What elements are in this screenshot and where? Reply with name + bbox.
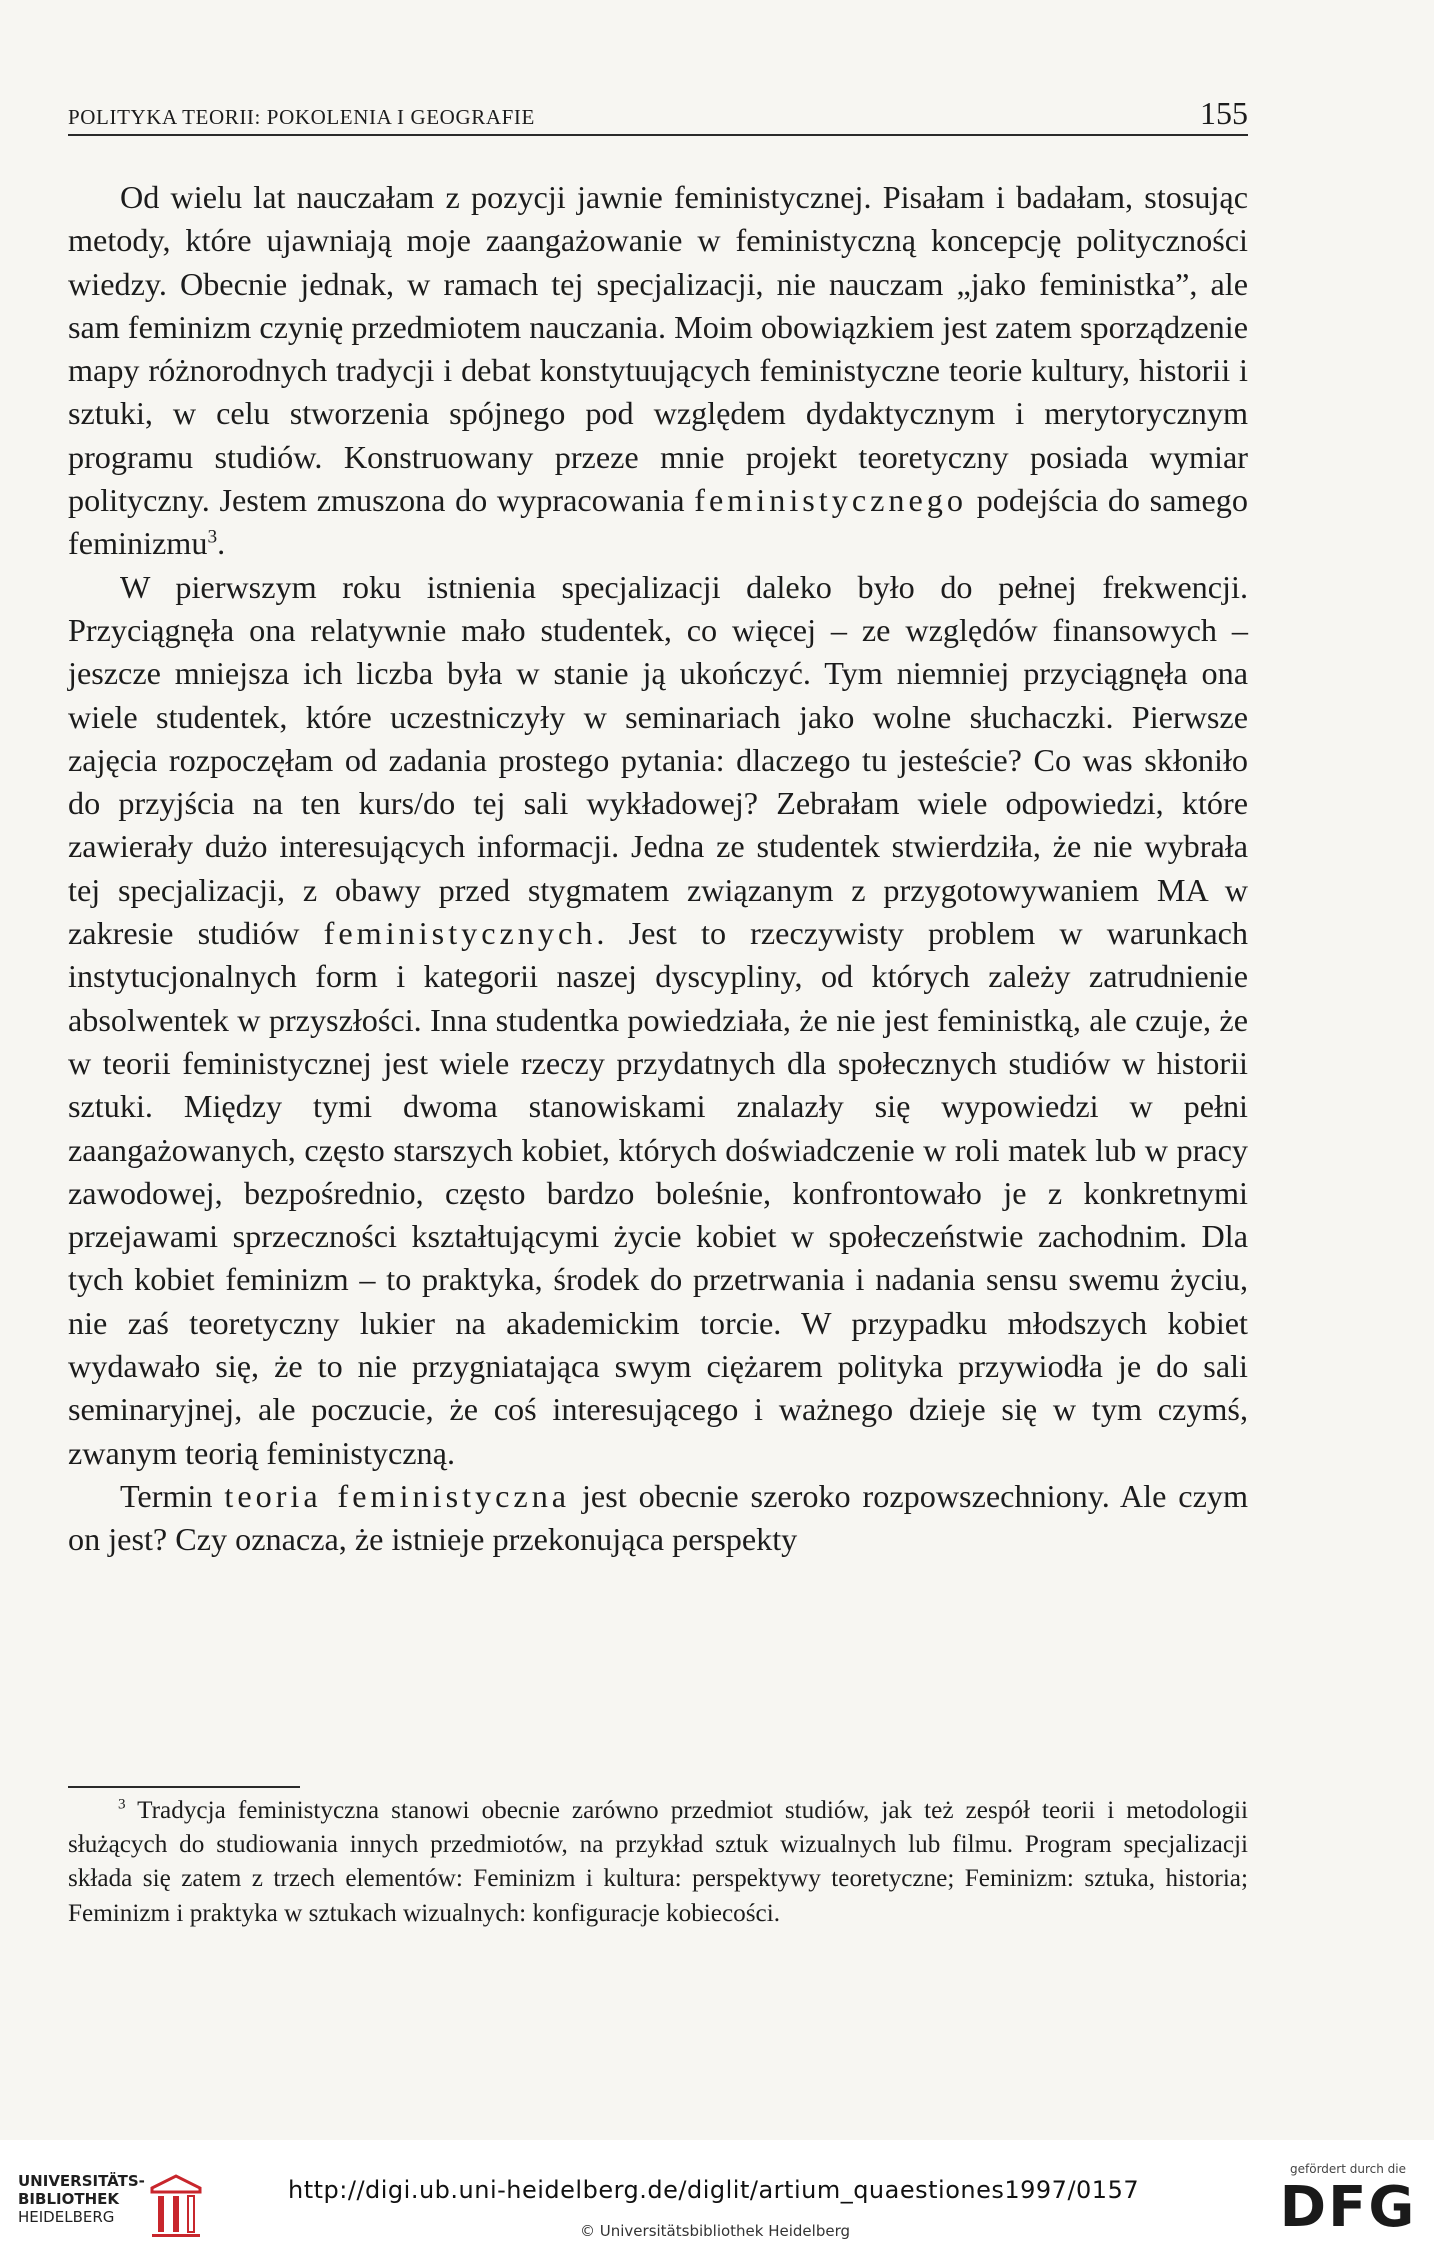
paragraph-1	[68, 176, 1248, 566]
permalink-url[interactable]: http://digi.ub.uni-heidelberg.de/diglit/artium_quaestiones1997/0157	[288, 2176, 1140, 2204]
paragraph-3	[68, 1475, 1248, 1562]
text-run: jest obecnie szeroko rozpowszechniony. Ale czym on jest? Czy oznacza, że istnieje przekonująca perspekty	[68, 1477, 1248, 1558]
text-run: Od wielu lat nauczałam z pozycji jawnie feministycznej. Pisałam i badałam, stosując metody, które ujawniają moje zaangażowanie w feministyczną koncepcję polityczności wiedzy. Obecnie jednak, w ramach tej specjalizacji, nie nauczam „jako feministka”, ale sam feminizm czynię przedmiotem nauczania. Moim obowiązkiem jest zatem sporządzenie mapy różnorodnych tradycji i debat konstytuujących feministyczne teorie kultury, historii i sztuki, w celu stworzenia spójnego pod względem dydaktycznym i merytorycznym programu studiów. Konstruowany przeze mnie projekt teoretyczny posiada wymiar polityczny. Jestem zmuszona do wypracowania	[68, 179, 1248, 519]
emphasis-spaced: feministycznych	[323, 915, 597, 952]
library-logo-icon	[146, 2170, 206, 2240]
footnote	[68, 1794, 1248, 1931]
body-text	[68, 176, 1248, 1562]
footnote-reference: 3	[207, 526, 218, 548]
paragraph-2	[68, 566, 1248, 1475]
text-run: . Jest to rzeczywisty problem w warunkach instytucjonalnych form i kategorii naszej dyscypliny, od których zależy zatrudnienie absolwentek w przyszłości. Inna studentka powiedziała, że nie jest feministką, ale czuje, że w teorii feministycznej jest wiele rzeczy przydatnych dla społecznych studiów w historii sztuki. Między tymi dwoma stanowiskami znalazły się wypowiedzi w pełni zaangażowanych, często starszych kobiet, których doświadczenie w roli matek lub w pracy zawodowej, bezpośrednio, często bardzo boleśnie, konfrontowało je z konkretnymi przejawami sprzeczności kształtującymi życie kobiet w społeczeństwie zachodnim. Dla tych kobiet feminizm – to praktyka, środek do przetrwania i nadania sensu swemu życiu, nie zaś teoretyczny lukier na akademickim torcie. W przypadku młodszych kobiet wydawało się, że to nie przygniatająca swym ciężarem polityka przywiodła je do sali seminaryjnej, ale poczucie, że coś interesującego i ważnego dzieje się w tym czymś, zwanym teorią feministyczną.	[68, 915, 1249, 1471]
running-header	[68, 90, 1248, 136]
emphasis-spaced: feministycznego	[694, 482, 967, 519]
text-run: .	[217, 525, 226, 562]
footnote-separator	[68, 1786, 300, 1788]
text-run: Termin	[120, 1477, 225, 1514]
funder-caption: gefördert durch die	[1290, 2162, 1406, 2176]
library-name: UNIVERSITÄTS- BIBLIOTHEK HEIDELBERG	[18, 2172, 145, 2226]
dfg-logo: DFG	[1279, 2175, 1417, 2240]
text-run: podejścia do samego feminizmu	[68, 482, 1248, 562]
emphasis-spaced: teoria feministyczna	[224, 1477, 571, 1514]
footnote-marker: 3	[118, 1796, 126, 1813]
page-number: 155	[1200, 95, 1248, 131]
copyright-notice: © Universitätsbibliothek Heidelberg	[580, 2222, 851, 2240]
footnote-text: Tradycja feministyczna stanowi obecnie zarówno przedmiot studiów, jak też zespół teorii i metodologii służących do studiowania innych przedmiotów, na przykład sztuk wizualnych lub filmu. Program specjalizacji składa się zatem z trzech elementów: Feminizm i kultura: perspektywy teoretyczne; Feminizm: sztuka, historia; Feminizm i praktyka w sztukach wizualnych: konfiguracje kobiecości.	[68, 1797, 1248, 1927]
digitization-footer	[0, 2140, 1434, 2259]
running-title: POLITYKA TEORII: POKOLENIA I GEOGRAFIE	[68, 105, 535, 129]
library-logo[interactable]	[18, 2170, 208, 2240]
text-run: W pierwszym roku istnienia specjalizacji daleko było do pełnej frekwencji. Przyciągnęła ona relatywnie mało studentek, co więcej – ze względów finansowych – jeszcze mniejsza ich liczba była w stanie ją ukończyć. Tym niemniej przyciągnęła ona wiele studentek, które uczestniczyły w seminariach jako wolne słuchaczki. Pierwsze zajęcia rozpoczęłam od zadania prostego pytania: dlaczego tu jesteście? Co was skłoniło do przyjścia na ten kurs/do tej sali wykładowej? Zebrałam wiele odpowiedzi, które zawierały dużo interesujących informacji. Jedna ze studentek stwierdziła, że nie wybrała tej specjalizacji, z obawy przed stygmatem związanym z przygotowywaniem MA w zakresie studiów	[68, 568, 1248, 952]
funder-block	[1278, 2162, 1418, 2240]
